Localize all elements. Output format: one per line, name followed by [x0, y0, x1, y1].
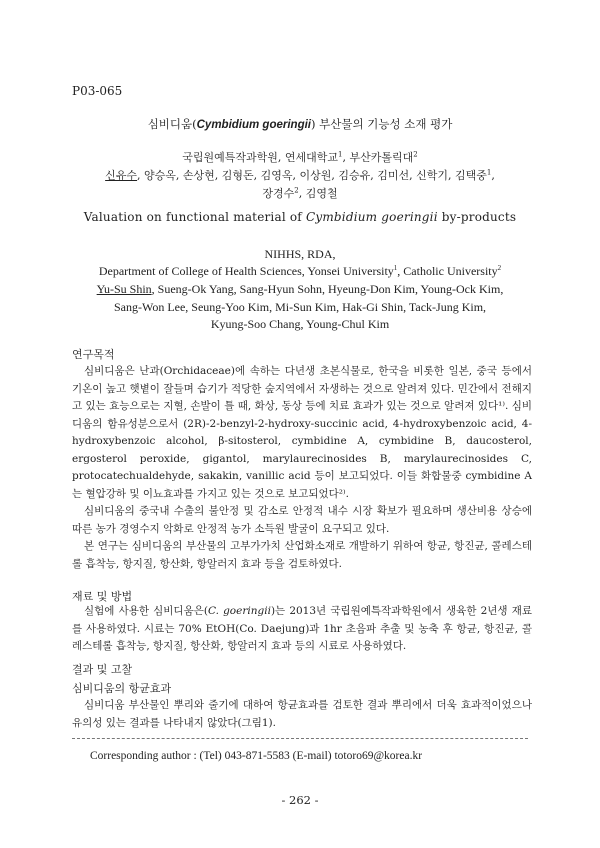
methods-paragraph: 실험에 사용한 심비디움은(C. goeringii)는 2013년 국립원예특작과학원에서 생육한 2년생 재료를 사용하였다. 시료는 70% EtOH(Co. Daejung)과 1hr 초음파 추출 및 농축 후 항균, 항진균, 콜레스테롤 흡착능, 항지질, 항산화, 항알러지 효과 등의 시료로 사용하였다.: [72, 605, 532, 652]
presenter-korean: 신유수: [105, 169, 138, 182]
authors-korean: 신유수, 양승옥, 손상현, 김형돈, 김영옥, 이상원, 김승유, 김미선, 신학기, 김택중$^1$, 장경수$^2$, 김영철: [105, 168, 495, 200]
presenter-english: Yu-Su Shin: [96, 282, 152, 296]
methods-heading: 재료 및 방법: [72, 590, 133, 603]
affiliation-english-nihhs: NIHHS, RDA,: [264, 247, 336, 261]
objective-paragraph-2: 심비디움의 중국내 수출의 불안정 및 감소로 안정적 내수 시장 확보가 필요하며 생산비용 상승에 따른 농가 경영수지 악화로 안정적 농가 소득원 발굴이 요구되고 있다.: [72, 505, 532, 535]
antibacterial-paragraph: 심비디움 부산물인 뿌리와 줄기에 대하여 항균효과를 검토한 결과 뿌리에서 더욱 효과적이었으나 유의성 있는 결과를 나타내지 않았다(그림1).: [72, 699, 532, 729]
title-english: Valuation on functional material of Cymbidium goeringii by-products: [83, 210, 517, 224]
title-korean-species: Cymbidium goeringii: [196, 119, 311, 131]
antibacterial-body: [72, 697, 532, 732]
abstract-code: P03-065: [72, 84, 123, 98]
footnote-divider: [72, 738, 528, 739]
affiliation-english: Department of College of Health Sciences, Yonsei University$^1$, Catholic University$^2$: [98, 264, 502, 278]
objective-body: [72, 363, 532, 573]
page-number: - 262 -: [281, 793, 319, 807]
methods-body: [72, 603, 532, 656]
title-english-species: Cymbidium goeringii: [305, 210, 438, 224]
objective-paragraph-3: 본 연구는 심비디움의 부산물의 고부가가치 산업화소재로 개발하기 위하여 항균, 항진균, 콜레스테롤 흡착능, 항지질, 항산화, 항알러지 효과 등을 검토하였다.: [72, 540, 532, 570]
corresponding-author: Corresponding author : (Tel) 043-871-5583 (E-mail) totoro69@korea.kr: [90, 750, 423, 762]
affiliation-korean: 국립원예특작과학원, 연세대학교$^1$, 부산카톨릭대$^2$: [182, 150, 418, 164]
results-heading: 결과 및 고찰: [72, 663, 133, 676]
objective-paragraph-1: 심비디움은 난과(Orchidaceae)에 속하는 다년생 초본식물로, 한국을 비롯한 일본, 중국 등에서 기온이 높고 햇볕이 잘들며 습기가 적당한 숲지역에서 자생하는 것으로 알려져 있다. 민간에서 전해지고 있는 효능으로는 지혈, 손발이 틀 때, 화상, 동상 등에 치료 효과가 있는 것으로 알려져 있다¹⁾. 심비디움의 함유성분으로서 (2R)-2-benzyl-2-hydroxy-succinic acid, 4-hydroxybenzoic acid, 4-hydroxybenzoic alcohol, β-sitosterol, cymbidine A, cymbidine B, daucosterol, ergosterol peroxide, gigantol, marylaurecinosides B, marylaurecinosides C, protocatechualdehyde, sakakin, vanillic acid 등이 보고되었다. 이들 화합물중 cymbidine A는 혈압강하 및 이뇨효과를 가지고 있는 것으로 보고되었다²⁾.: [72, 365, 532, 500]
antibacterial-heading: 심비디움의 항균효과: [72, 682, 172, 695]
objective-heading: 연구목적: [72, 348, 115, 361]
authors-english: Yu-Su Shin, Sueng-Ok Yang, Sang-Hyun Sohn, Hyeung-Don Kim, Young-Ock Kim, Sang-Won Lee, Seung-Yoo Kim, Mi-Sun Kim, Hak-Gi Shin, Tack-Jung Kim, Kyung-Soo Chang, Young-Chul Kim: [96, 282, 504, 331]
title-korean: 심비디움(Cymbidium goeringii) 부산물의 기능성 소재 평가: [147, 117, 453, 131]
